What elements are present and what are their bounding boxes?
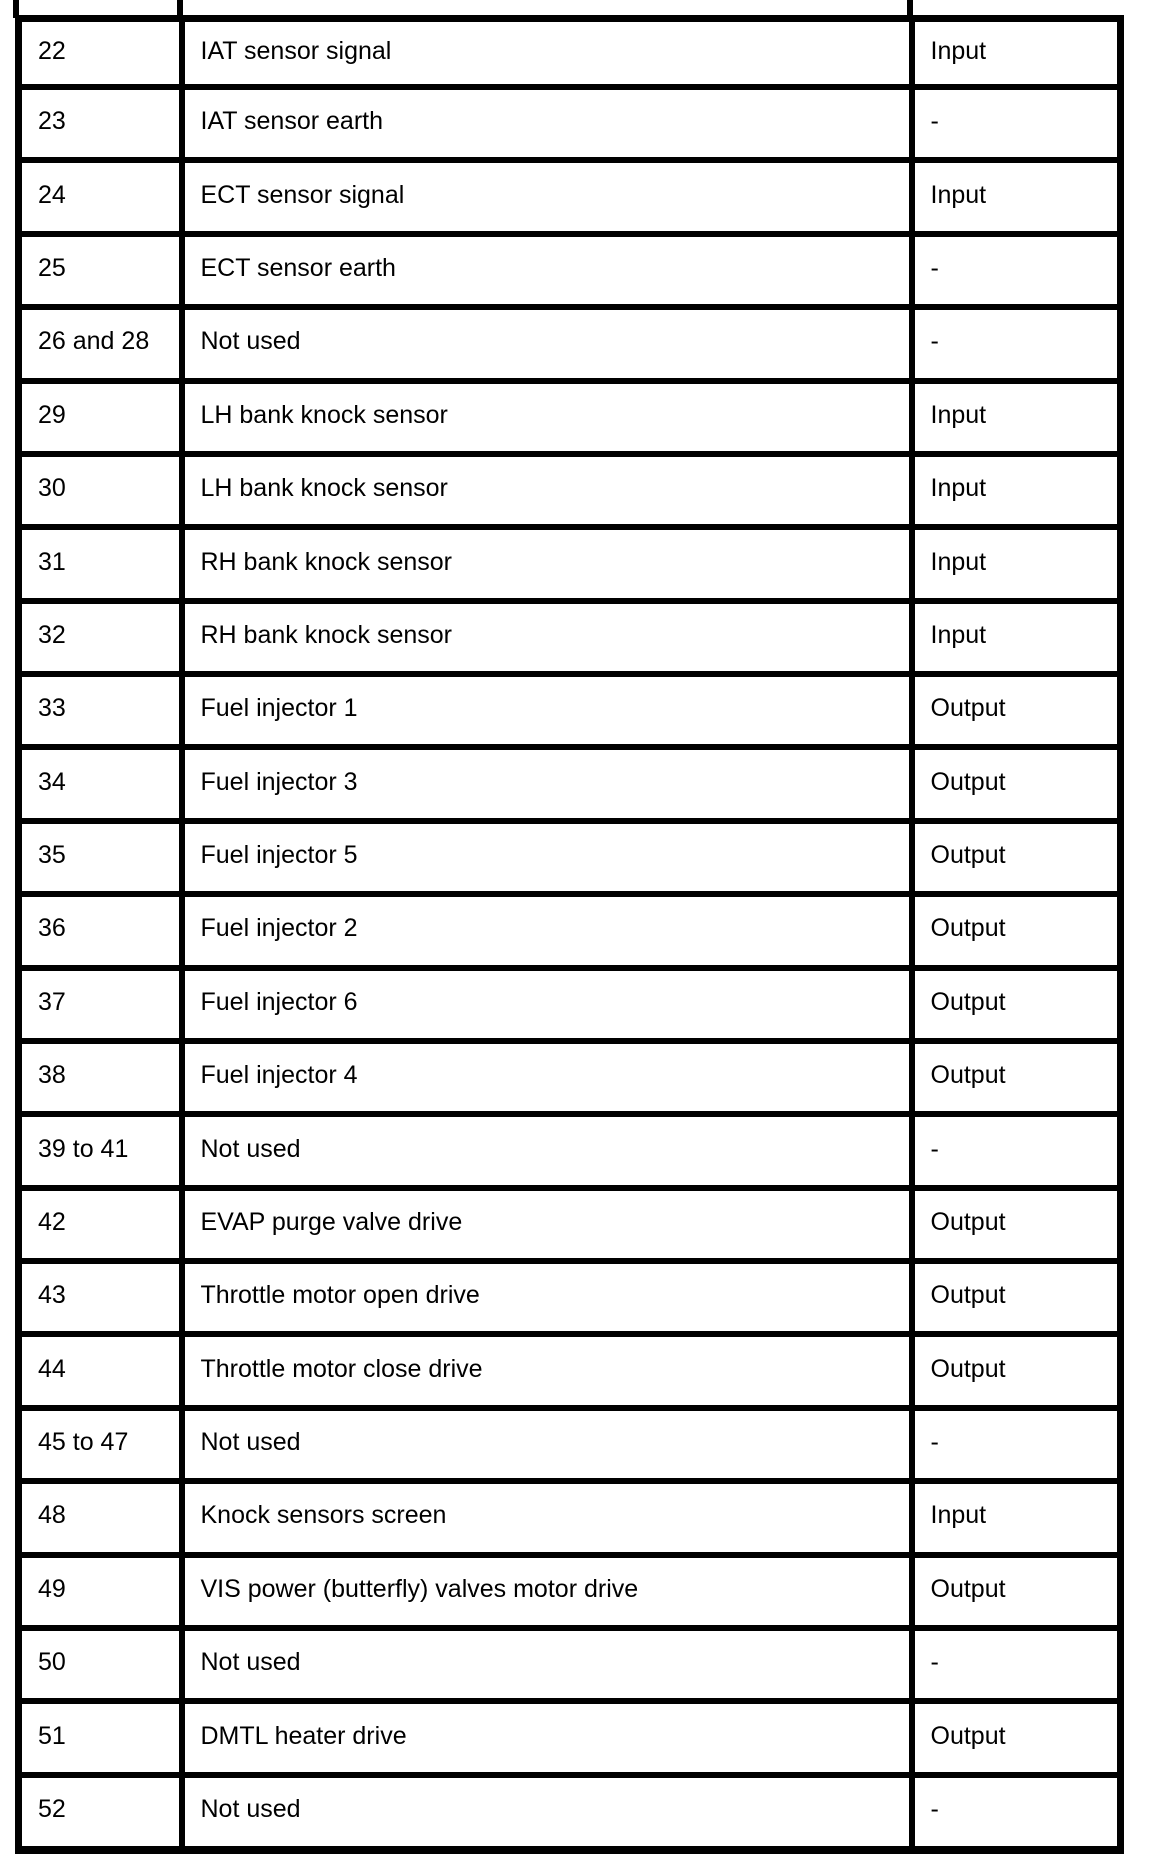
pin-cell: 26 and 28 — [19, 307, 182, 380]
io-cell: - — [912, 1114, 1121, 1187]
description-cell: Fuel injector 3 — [182, 747, 912, 820]
table-row — [19, 1775, 1121, 1850]
pin-cell: 31 — [19, 527, 182, 600]
pin-cell: 50 — [19, 1628, 182, 1701]
pin-cell: 24 — [19, 160, 182, 233]
pin-table — [15, 15, 1124, 1854]
pin-cell: 37 — [19, 968, 182, 1041]
table-row — [19, 601, 1121, 674]
io-cell: Input — [912, 601, 1121, 674]
pin-cell: 51 — [19, 1701, 182, 1774]
description-cell: Not used — [182, 1628, 912, 1701]
description-cell: VIS power (butterfly) valves motor drive — [182, 1555, 912, 1628]
io-cell: Output — [912, 674, 1121, 747]
description-cell: ECT sensor earth — [182, 234, 912, 307]
io-cell: Output — [912, 1334, 1121, 1407]
table-row — [19, 747, 1121, 820]
description-cell: Throttle motor close drive — [182, 1334, 912, 1407]
table-row — [19, 894, 1121, 967]
table-row — [19, 160, 1121, 233]
pin-cell: 29 — [19, 381, 182, 454]
table-row — [19, 1334, 1121, 1407]
table-row — [19, 234, 1121, 307]
pin-cell: 33 — [19, 674, 182, 747]
description-cell: Knock sensors screen — [182, 1481, 912, 1554]
table-row — [19, 454, 1121, 527]
table-row — [19, 1261, 1121, 1334]
io-cell: Output — [912, 747, 1121, 820]
io-cell: Input — [912, 381, 1121, 454]
description-cell: Fuel injector 6 — [182, 968, 912, 1041]
io-cell: - — [912, 234, 1121, 307]
description-cell: Not used — [182, 307, 912, 380]
table-row — [19, 527, 1121, 600]
pin-cell: 23 — [19, 87, 182, 160]
io-cell: Input — [912, 1481, 1121, 1554]
pin-cell: 32 — [19, 601, 182, 674]
table-row — [19, 1408, 1121, 1481]
description-cell: Not used — [182, 1114, 912, 1187]
description-cell: Not used — [182, 1408, 912, 1481]
io-cell: Input — [912, 160, 1121, 233]
io-cell: Input — [912, 454, 1121, 527]
description-cell: RH bank knock sensor — [182, 601, 912, 674]
pin-cell: 44 — [19, 1334, 182, 1407]
pin-cell: 36 — [19, 894, 182, 967]
pin-cell: 45 to 47 — [19, 1408, 182, 1481]
pin-cell: 38 — [19, 1041, 182, 1114]
pin-cell: 30 — [19, 454, 182, 527]
io-cell: - — [912, 1408, 1121, 1481]
table-row — [19, 821, 1121, 894]
pin-cell: 42 — [19, 1188, 182, 1261]
description-cell: Fuel injector 5 — [182, 821, 912, 894]
pin-cell: 25 — [19, 234, 182, 307]
table-row — [19, 381, 1121, 454]
table-row — [19, 1481, 1121, 1554]
table-row — [19, 307, 1121, 380]
io-cell: Input — [912, 19, 1121, 88]
description-cell: Fuel injector 1 — [182, 674, 912, 747]
pin-cell: 22 — [19, 19, 182, 88]
io-cell: Output — [912, 821, 1121, 894]
pin-cell: 49 — [19, 1555, 182, 1628]
pin-cell: 35 — [19, 821, 182, 894]
table-row — [19, 1555, 1121, 1628]
io-cell: - — [912, 307, 1121, 380]
table-row — [19, 19, 1121, 88]
io-cell: Output — [912, 1701, 1121, 1774]
table-row — [19, 1114, 1121, 1187]
pin-cell: 48 — [19, 1481, 182, 1554]
io-cell: Output — [912, 1188, 1121, 1261]
io-cell: - — [912, 87, 1121, 160]
pin-cell: 39 to 41 — [19, 1114, 182, 1187]
description-cell: Fuel injector 2 — [182, 894, 912, 967]
description-cell: Not used — [182, 1775, 912, 1850]
table-row — [19, 1628, 1121, 1701]
description-cell: ECT sensor signal — [182, 160, 912, 233]
description-cell: Throttle motor open drive — [182, 1261, 912, 1334]
description-cell: LH bank knock sensor — [182, 381, 912, 454]
io-cell: Output — [912, 968, 1121, 1041]
table-row — [19, 968, 1121, 1041]
description-cell: Fuel injector 4 — [182, 1041, 912, 1114]
table-row — [19, 674, 1121, 747]
table-row — [19, 1188, 1121, 1261]
io-cell: Output — [912, 894, 1121, 967]
table-row — [19, 1041, 1121, 1114]
pin-cell: 52 — [19, 1775, 182, 1850]
io-cell: Output — [912, 1555, 1121, 1628]
description-cell: IAT sensor signal — [182, 19, 912, 88]
table-row — [19, 87, 1121, 160]
description-cell: RH bank knock sensor — [182, 527, 912, 600]
io-cell: Output — [912, 1261, 1121, 1334]
io-cell: Output — [912, 1041, 1121, 1114]
pin-cell: 43 — [19, 1261, 182, 1334]
pin-table-body — [19, 19, 1121, 1851]
description-cell: EVAP purge valve drive — [182, 1188, 912, 1261]
description-cell: DMTL heater drive — [182, 1701, 912, 1774]
description-cell: LH bank knock sensor — [182, 454, 912, 527]
io-cell: - — [912, 1628, 1121, 1701]
pin-cell: 34 — [19, 747, 182, 820]
io-cell: - — [912, 1775, 1121, 1850]
table-row — [19, 1701, 1121, 1774]
io-cell: Input — [912, 527, 1121, 600]
description-cell: IAT sensor earth — [182, 87, 912, 160]
